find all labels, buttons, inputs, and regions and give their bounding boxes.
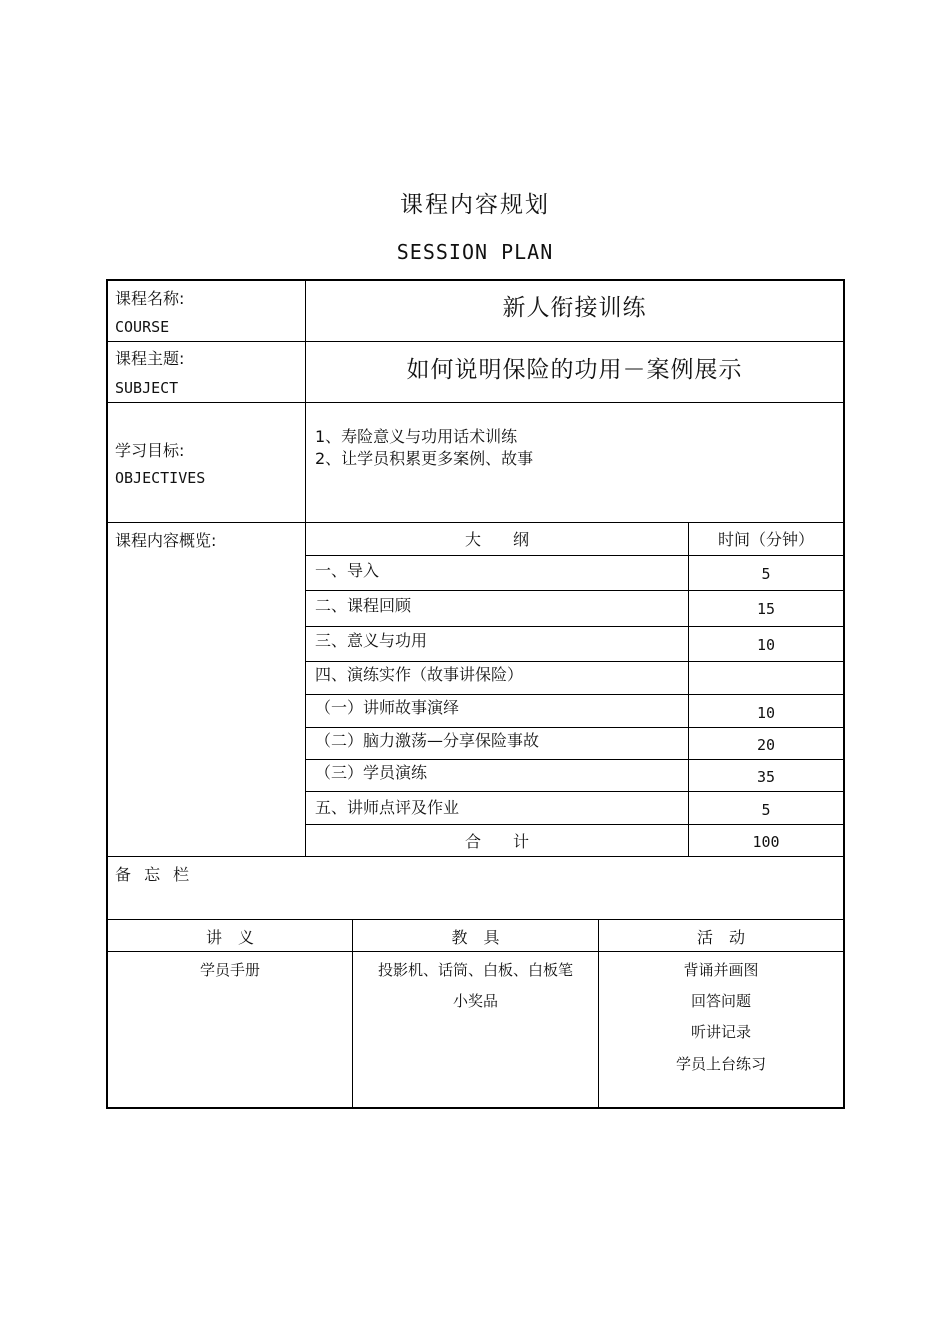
row-divider — [305, 661, 843, 662]
activity-item: 听讲记录 — [690, 1023, 751, 1041]
row-divider — [108, 341, 843, 342]
objective-item: 2、让学员积累更多案例、故事 — [315, 449, 534, 468]
row-divider — [305, 626, 843, 627]
row-divider — [108, 951, 843, 952]
outline-item: 一、导入 — [315, 561, 380, 580]
objectives-label-en: OBJECTIVES — [115, 469, 206, 487]
outline-time: 10 — [756, 636, 776, 654]
memo-label: 备 忘 栏 — [115, 865, 194, 884]
row-divider — [305, 759, 843, 760]
outline-item: 五、讲师点评及作业 — [315, 798, 460, 817]
subject-title: 如何说明保险的功用－案例展示 — [406, 357, 743, 383]
row-divider — [108, 402, 843, 403]
overview-label: 课程内容概览: — [115, 531, 217, 550]
row-divider — [305, 791, 843, 792]
activity-item: 背诵并画图 — [683, 961, 759, 979]
row-divider — [108, 919, 843, 920]
page-title: 课程内容规划 — [400, 192, 550, 218]
row-divider — [108, 522, 843, 523]
outline-time: 10 — [756, 704, 776, 722]
objectives-label-cn: 学习目标: — [115, 441, 185, 460]
outline-item: （三）学员演练 — [315, 763, 428, 782]
activity-item: 学员上台练习 — [675, 1055, 766, 1073]
row-divider — [305, 727, 843, 728]
subject-label-cn: 课程主题: — [115, 349, 185, 368]
tools-item: 小奖品 — [452, 992, 498, 1010]
row-divider — [305, 694, 843, 695]
activity-header: 活 动 — [696, 928, 745, 947]
course-label-cn: 课程名称: — [115, 289, 185, 308]
tools-item: 投影机、话筒、白板、白板笔 — [377, 961, 573, 979]
handout-item: 学员手册 — [199, 961, 260, 979]
outline-item: （二）脑力激荡—分享保险事故 — [315, 731, 540, 750]
row-divider — [305, 824, 843, 825]
outline-time: 5 — [761, 565, 771, 583]
row-divider — [108, 856, 843, 857]
outline-header: 大 纲 — [464, 530, 529, 549]
outline-time: 35 — [756, 768, 776, 786]
time-header: 时间（分钟） — [717, 530, 814, 549]
course-name: 新人衔接训练 — [502, 295, 647, 321]
session-plan-table — [106, 279, 845, 1109]
outline-item: 四、演练实作（故事讲保险） — [315, 665, 524, 684]
activity-item: 回答问题 — [690, 992, 751, 1010]
row-divider — [305, 555, 843, 556]
outline-item: 三、意义与功用 — [315, 631, 428, 650]
tools-header: 教 具 — [451, 928, 500, 947]
outline-item: （一）讲师故事演绎 — [315, 698, 460, 717]
page-subtitle: SESSION PLAN — [396, 240, 554, 264]
outline-time: 5 — [761, 801, 771, 819]
subject-label-en: SUBJECT — [115, 379, 179, 397]
row-divider — [305, 590, 843, 591]
course-label-en: COURSE — [115, 318, 170, 336]
total-value: 100 — [752, 833, 780, 851]
outline-time: 20 — [756, 736, 776, 754]
outline-time: 15 — [756, 600, 776, 618]
outline-item: 二、课程回顾 — [315, 596, 412, 615]
objective-item: 1、寿险意义与功用话术训练 — [315, 427, 518, 446]
handout-header: 讲 义 — [205, 928, 254, 947]
total-label: 合 计 — [464, 832, 529, 851]
